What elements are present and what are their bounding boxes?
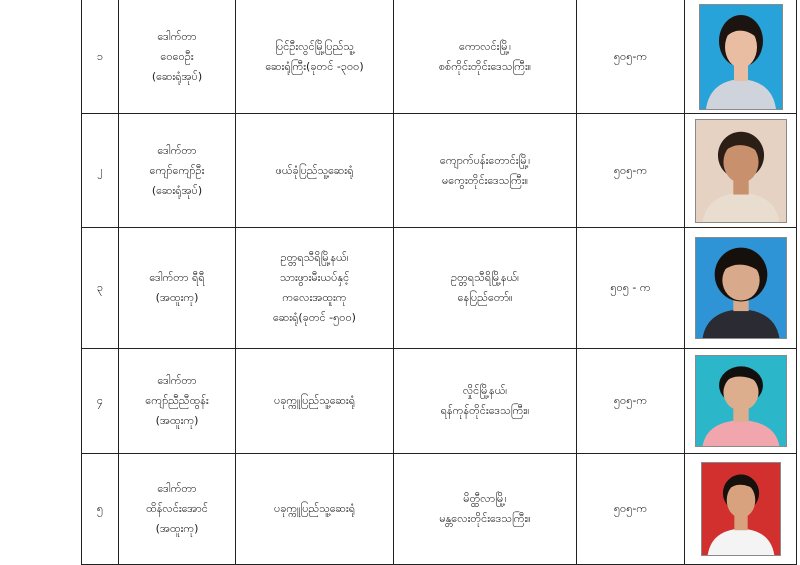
- row-number: ၁: [82, 0, 119, 114]
- address: [394, 349, 577, 454]
- row-number: ၅: [82, 454, 119, 565]
- address-line: လှိုင်မြို့နယ်၊: [462, 384, 508, 397]
- photo-cell: [685, 454, 797, 565]
- address-line: မန္တလေးတိုင်းဒေသကြီး။: [439, 512, 531, 525]
- table-row: [82, 0, 797, 114]
- portrait-photo: [695, 355, 787, 447]
- posting-line: ပြင်ဦးလွင်မြို့ပြည်သူ့: [275, 39, 354, 53]
- posting-line: ဖယ်ခုံပြည်သူ့ဆေးရုံ: [275, 163, 354, 177]
- photo-cell: [685, 114, 797, 228]
- photo-cell: [685, 349, 797, 454]
- name-line: ဒေါက်တာ ရီရီ: [149, 271, 205, 284]
- address-line: နေပြည်တော်။: [457, 291, 513, 304]
- table-row: [82, 228, 797, 349]
- address-line: စစ်ကိုင်းတိုင်းဒေသကြီး။: [438, 59, 532, 73]
- posting-line: ဥတ္တရသီရိမြို့နယ်၊: [280, 251, 349, 264]
- doctor-name: [119, 454, 236, 565]
- portrait-photo: [695, 119, 787, 223]
- address: [394, 114, 577, 228]
- row-number: ၂: [82, 114, 119, 228]
- staff-table: [81, 0, 797, 565]
- posting-line: ကလေးအထူးကု: [282, 291, 347, 304]
- doctor-name: [119, 114, 236, 228]
- code: ၅၀၅-က: [577, 349, 685, 454]
- address: [394, 454, 577, 565]
- name-line: (ဆေးရုံအုပ်): [151, 69, 203, 83]
- posting-line: သားဖွားမီးယပ်နှင့်: [279, 271, 350, 284]
- doctor-name: [119, 349, 236, 454]
- name-line: ဒေါက်တာ: [157, 374, 197, 387]
- address-line: ဥတ္တရသီရိမြို့နယ်၊: [450, 271, 520, 284]
- address: [394, 228, 577, 349]
- posting: [236, 228, 394, 349]
- code: ၅၀၅-က: [577, 454, 685, 565]
- posting: [236, 454, 394, 565]
- portrait-photo: [699, 4, 783, 110]
- name-line: (အထူးကု): [155, 291, 199, 304]
- code: ၅၀၅-က: [577, 114, 685, 228]
- row-number: ၃: [82, 228, 119, 349]
- table-row: [82, 454, 797, 565]
- name-line: ကျော်ညီညီထွန်း: [145, 394, 209, 407]
- posting: [236, 349, 394, 454]
- address-line: ကောလင်းမြို့၊: [458, 39, 512, 53]
- doctor-name: [119, 0, 236, 114]
- name-line: ဒေါက်တာ: [157, 29, 197, 43]
- address-line: မိတ္ထီလာမြို့၊: [463, 492, 507, 505]
- posting-line: ဆေးရုံကြီး(ခုတင် -၃၀၀): [265, 59, 364, 73]
- portrait-photo: [695, 237, 787, 339]
- name-line: ဒေါက်တာ: [157, 143, 197, 157]
- table-row: [82, 114, 797, 228]
- photo-cell: [685, 228, 797, 349]
- posting-line: ပခုက္ကူပြည်သူ့ဆေးရုံ: [273, 502, 356, 515]
- name-line: (ဆေးရုံအုပ်): [151, 183, 203, 197]
- code: ၅၀၅-က: [577, 0, 685, 114]
- name-line: (အထူးကု): [155, 522, 199, 535]
- portrait-photo: [701, 462, 781, 556]
- table-row: [82, 349, 797, 454]
- doctor-name: [119, 228, 236, 349]
- name-line: ဝေဝေဦး: [160, 49, 194, 63]
- name-line: ကျော်ကျော်ဦး: [149, 163, 205, 177]
- posting-line: ဆေးရုံ(ခုတင် -၅၀၀): [273, 311, 356, 324]
- posting-line: ပခုက္ကူပြည်သူ့ဆေးရုံ: [273, 394, 356, 407]
- address: [394, 0, 577, 114]
- name-line: ထိန်လင်းအောင်: [146, 502, 208, 515]
- address-line: ရန်ကုန်တိုင်းဒေသကြီး။: [440, 404, 530, 417]
- photo-cell: [685, 0, 797, 114]
- row-number: ၄: [82, 349, 119, 454]
- posting: [236, 0, 394, 114]
- address-line: မကွေးတိုင်းဒေသကြီး။: [441, 173, 529, 187]
- name-line: ဒေါက်တာ: [157, 482, 197, 495]
- posting: [236, 114, 394, 228]
- code: ၅၀၅ - က: [577, 228, 685, 349]
- name-line: (အထူးကု): [155, 414, 199, 427]
- address-line: ကျောက်ပန်းတောင်းမြို့၊: [439, 153, 531, 167]
